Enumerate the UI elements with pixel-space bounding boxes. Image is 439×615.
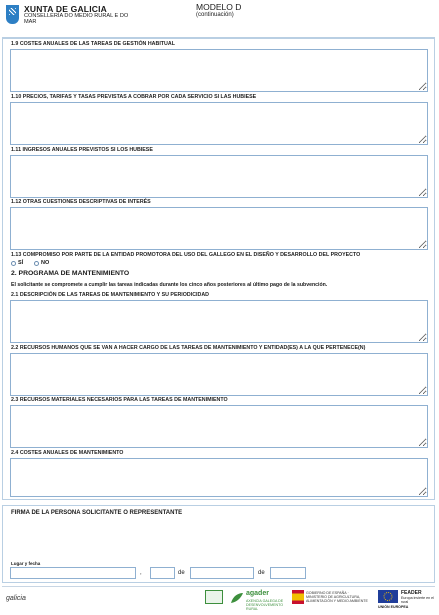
- section-1-11-field[interactable]: [10, 155, 428, 198]
- section-2-1-label: 2.1 DESCRIPCIÓN DE LAS TAREAS DE MANTENIMIENTO Y SU PERIODICIDAD: [11, 292, 209, 298]
- leader-logo-icon: [205, 590, 223, 604]
- org-title: XUNTA DE GALICIA: [24, 4, 108, 14]
- month-input[interactable]: [190, 567, 254, 579]
- model-subtitle: (continuación): [196, 12, 234, 18]
- agader-leaf-icon: [230, 591, 244, 603]
- section-1-10-label: 1.10 PRECIOS, TARIFAS Y TASAS PREVISTAS A COBRAR POR CADA SERVICIO SI LAS HUBIESE: [11, 94, 257, 100]
- section-1-9-field[interactable]: [10, 49, 428, 92]
- radio-si[interactable]: [11, 261, 16, 266]
- section-1-10-field[interactable]: [10, 102, 428, 145]
- ministry-subtitle: GOBIERNO DE ESPAÑA · MINISTERIO DE AGRICULTURA, ALIMENTACIÓN Y MEDIO AMBIENTE: [306, 591, 368, 603]
- footer-divider: [2, 586, 435, 587]
- section-2-3-field[interactable]: [10, 405, 428, 448]
- year-input[interactable]: [270, 567, 306, 579]
- eu-flag-icon: [378, 590, 398, 603]
- radio-no[interactable]: [34, 261, 39, 266]
- feader-subtitle: Europa invierte en el rural: [401, 596, 434, 604]
- place-date-label: Lugar y fecha: [11, 561, 41, 566]
- section-1-11-label: 1.11 INGRESOS ANUALES PREVISTOS SI LOS HUBIESE: [11, 147, 153, 153]
- radio-si-label: SÍ: [18, 260, 24, 266]
- eu-label: UNIÓN EUROPEA: [378, 605, 409, 609]
- section-1-12-label: 1.12 OTRAS CUESTIONES DESCRIPTIVAS DE INTERÉS: [11, 199, 151, 205]
- section-1-9-label: 1.9 COSTES ANUALES DE LAS TAREAS DE GESTIÓN HABITUAL: [11, 41, 175, 47]
- section-2-1-field[interactable]: [10, 300, 428, 343]
- section-1-12-field[interactable]: [10, 207, 428, 250]
- section-2-4-label: 2.4 COSTES ANUALES DE MANTENIMIENTO: [11, 450, 124, 456]
- section-2-2-field[interactable]: [10, 353, 428, 396]
- section-2-2-label: 2.2 RECURSOS HUMANOS QUE SE VAN A HACER CARGO DE LAS TAREAS DE MANTENIMIENTO Y ENTIDAD(ES) A LA QUE PERTENECE(N): [11, 345, 366, 351]
- de-separator-2: de: [258, 570, 265, 576]
- radio-no-label: NO: [41, 260, 50, 266]
- de-separator-1: de: [178, 570, 185, 576]
- maintenance-heading: 2. PROGRAMA DE MANTENIMIENTO: [11, 270, 130, 277]
- place-input[interactable]: [10, 567, 136, 579]
- day-input[interactable]: [150, 567, 175, 579]
- comma-separator: ,: [140, 570, 142, 576]
- xunta-emblem-icon: [6, 5, 19, 24]
- maintenance-paragraph: El solicitante se compromete a cumplir las tareas indicadas durante los cinco años posteriores al último pago de la subvención.: [11, 282, 328, 288]
- section-2-4-field[interactable]: [10, 458, 428, 497]
- agader-logo: agader: [246, 590, 269, 597]
- section-2-3-label: 2.3 RECURSOS MATERIALES NECESARIOS PARA LAS TAREAS DE MANTENIMIENTO: [11, 397, 228, 403]
- model-title: MODELO D: [196, 2, 242, 12]
- agader-subtitle: AXENCIA GALEGA DE DESENVOLVEMENTO RURAL: [246, 599, 284, 611]
- section-1-13-label: 1.13 COMPROMISO POR PARTE DE LA ENTIDAD PROMOTORA DEL USO DEL GALLEGO EN EL DISEÑO Y DESARROLLO DEL PROYECTO: [11, 252, 361, 258]
- feader-logo: FEADER: [401, 590, 422, 596]
- org-subtitle: CONSELLERÍA DO MEDIO RURAL E DO MAR: [24, 13, 129, 26]
- signature-title: FIRMA DE LA PERSONA SOLICITANTE O REPRESENTANTE: [11, 510, 183, 516]
- spain-shield-icon: [292, 590, 304, 604]
- galicia-logo: galicia: [6, 595, 26, 602]
